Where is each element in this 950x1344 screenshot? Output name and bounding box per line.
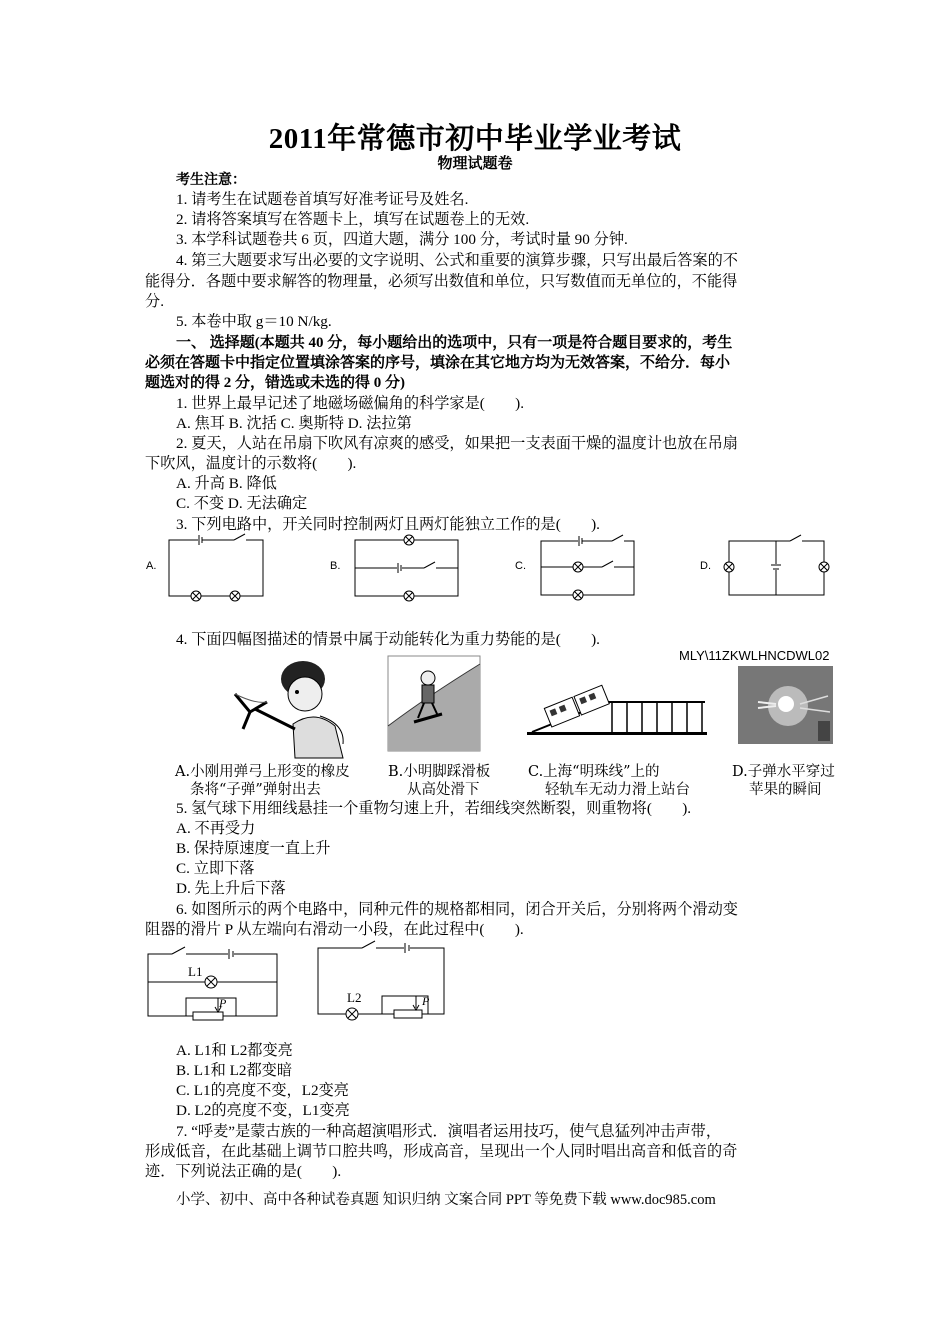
p2-label: P bbox=[422, 994, 430, 1008]
q5-option-b: B. 保持原速度一直上升 bbox=[176, 840, 331, 857]
q5-stem: 5. 氢气球下用细线悬挂一个重物匀速上升，若细线突然断裂，则重物将( ). bbox=[176, 800, 692, 817]
circuit-c-label: C. bbox=[515, 560, 526, 572]
q4-caption-a-1: A.小刚用弹弓上形变的橡皮 bbox=[175, 764, 350, 780]
circuit-d bbox=[728, 540, 828, 606]
page-title: 2011年常德市初中毕业学业考试 bbox=[268, 123, 682, 155]
bullet-apple-picture bbox=[738, 666, 833, 744]
q6-option-a: A. L1和 L2都变亮 bbox=[176, 1042, 293, 1059]
q6-stem-1: 6. 如图所示的两个电路中，同种元件的规格都相同，闭合开关后，分别将两个滑动变 bbox=[176, 901, 738, 918]
q6-option-b: B. L1和 L2都变暗 bbox=[176, 1062, 293, 1079]
q2-options-ab: A. 升高 B. 降低 bbox=[176, 475, 277, 492]
circuit-d-label: D. bbox=[700, 560, 711, 572]
q2-stem-1: 2. 夏天，人站在吊扇下吹风有凉爽的感受，如果把一支表面干燥的温度计也放在吊扇 bbox=[176, 435, 738, 452]
q7-line-2: 形成低音，在此基础上调节口腔共鸣，形成高音，呈现出一个人同时唱出高音和低音的奇 bbox=[145, 1143, 738, 1160]
q7-line-3: 迹．下列说法正确的是( ). bbox=[145, 1163, 342, 1180]
p1-label: P bbox=[219, 996, 227, 1010]
q7-line-1: 7. “呼麦”是蒙古族的一种高超演唱形式．演唱者运用技巧，使气息猛列冲击声带， bbox=[176, 1123, 722, 1140]
slingshot-boy-picture bbox=[225, 654, 365, 759]
notice-item-2: 2. 请将答案填写在答题卡上，填写在试题卷上的无效. bbox=[176, 211, 530, 228]
notice-item-3: 3. 本学科试题卷共 6 页，四道大题，满分 100 分，考试时量 90 分钟. bbox=[176, 231, 628, 248]
circuit-b-label: B. bbox=[330, 560, 341, 572]
light-rail-picture bbox=[527, 662, 707, 742]
page-footer: 小学、初中、高中各种试卷真题 知识归纳 文案合同 PPT 等免费下载 www.doc985.com bbox=[176, 1192, 716, 1208]
q4-caption-b-2: 从高处滑下 bbox=[407, 782, 480, 798]
q6-option-c: C. L1的亮度不变，L2变亮 bbox=[176, 1082, 349, 1099]
section1-line2: 必须在答题卡中指定位置填涂答案的序号，填涂在其它地方均为无效答案，不给分．每小 bbox=[145, 355, 731, 371]
q6-stem-2: 阻器的滑片 P 从左端向右滑动一小段，在此过程中( ). bbox=[145, 921, 524, 938]
circuit-b bbox=[354, 538, 464, 604]
q4-stem: 4. 下面四幅图描述的情景中属于动能转化为重力势能的是( ). bbox=[176, 631, 600, 648]
l2-label: L2 bbox=[347, 990, 362, 1005]
skateboard-picture bbox=[388, 656, 480, 751]
q4-caption-c-2: 轻轨车无动力滑上站台 bbox=[545, 782, 690, 798]
circuit-l2 bbox=[316, 946, 451, 1026]
notice-item-4-end: 分. bbox=[145, 293, 164, 310]
q4-caption-d-1: D.子弹水平穿过 bbox=[732, 764, 835, 780]
q5-option-a: A. 不再受力 bbox=[176, 820, 256, 837]
q4-caption-b-1: B.小明脚踩滑板 bbox=[388, 764, 491, 780]
circuit-l1 bbox=[146, 946, 281, 1026]
q2-stem-2: 下吹风，温度计的示数将( ). bbox=[145, 455, 357, 472]
l1-label: L1 bbox=[188, 964, 203, 979]
notice-item-4-cont: 能得分．各题中要求解答的物理量，必须写出数值和单位，只写数值而无单位的，不能得 bbox=[145, 273, 738, 290]
q5-option-d: D. 先上升后下落 bbox=[176, 880, 286, 897]
circuit-a bbox=[168, 538, 268, 604]
notice-item-4: 4. 第三大题要求写出必要的文字说明、公式和重要的演算步骤，只写出最后答案的不 bbox=[176, 252, 738, 269]
q4-caption-a-2: 条将“子弹”弹射出去 bbox=[190, 782, 321, 798]
page-subtitle: 物理试题卷 bbox=[437, 154, 513, 172]
q1-stem: 1. 世界上最早记述了地磁场磁偏角的科学家是( ). bbox=[176, 395, 525, 412]
q5-option-c: C. 立即下落 bbox=[176, 860, 255, 877]
q1-options: A. 焦耳 B. 沈括 C. 奥斯特 D. 法拉第 bbox=[176, 415, 412, 432]
q2-options-cd: C. 不变 D. 无法确定 bbox=[176, 495, 308, 512]
notice-item-5: 5. 本卷中取 g＝10 N/kg. bbox=[176, 313, 332, 330]
circuit-a-label: A. bbox=[146, 560, 157, 572]
q6-option-d: D. L2的亮度不变，L1变亮 bbox=[176, 1102, 350, 1119]
q4-caption-d-2: 苹果的瞬间 bbox=[749, 782, 822, 798]
notice-item-1: 1. 请考生在试题卷首填写好准考证号及姓名. bbox=[176, 191, 469, 208]
q4-code: MLY\11ZKWLHNCDWL02 bbox=[679, 648, 830, 663]
section1-line3: 题选对的得 2 分，错选或未选的得 0 分) bbox=[145, 375, 405, 391]
circuit-c bbox=[540, 540, 640, 606]
q4-caption-c-1: C.上海“明珠线”上的 bbox=[528, 764, 660, 780]
section1-line1: 一、 选择题(本题共 40 分，每小题给出的选项中，只有一项是符合题目要求的，考生 bbox=[176, 335, 733, 351]
q3-stem: 3. 下列电路中，开关同时控制两灯且两灯能独立工作的是( ). bbox=[176, 516, 600, 533]
notice-heading: 考生注意： bbox=[176, 172, 246, 188]
